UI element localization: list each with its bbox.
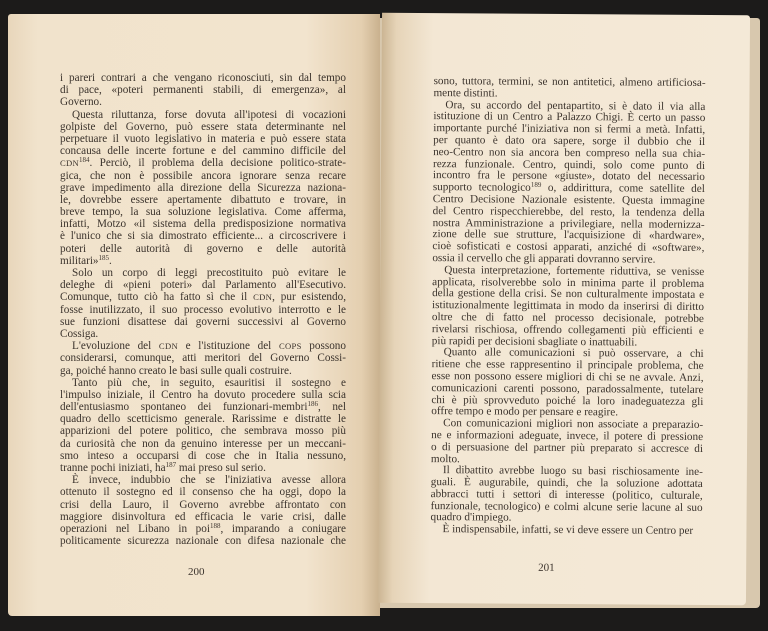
text-run: cioè sofisticati e costosi apparati, anziché di «software»,	[432, 240, 705, 255]
text-run: apparizioni del potere politico, che sembrava mosso più	[60, 425, 346, 438]
footnote-ref: 186	[307, 400, 318, 409]
text-run: militari»	[60, 254, 99, 267]
text-line	[60, 535, 346, 547]
text-run: applicata, risolverebbe solo in minima parte il problema	[432, 275, 705, 290]
text-run: più rapidi per decisioni sbagliate o inattuabili.	[431, 334, 638, 349]
text-line	[60, 182, 346, 194]
text-run: rivelarsi rischiosa, offrendo collegamenti più efficienti e	[431, 322, 704, 337]
text-run: per quanto è dato ora sapere, sorge il dubbio che il	[433, 134, 706, 148]
text-run: offre tempo e modo per pensare e reagire.	[431, 405, 619, 419]
book-page-left	[8, 14, 380, 616]
text-run: Il dibattito avrebbe luogo su basi rischiosamente ine-	[442, 464, 703, 479]
text-run: l'impulso iniziale, il Centro ha dovuto procedere sulla scia	[60, 388, 346, 401]
text-run: neo-Centro non sia ancora ben compreso nella sua chia-	[433, 145, 706, 160]
footnote-ref: 189	[530, 180, 542, 190]
text-run: sue funzioni disattese dai governi successivi al Governo	[60, 315, 346, 328]
text-run: incontro fra le persone «giuste», dotato del necessario	[432, 169, 705, 184]
book-page-right	[378, 13, 750, 606]
text-run: Centro Decisione Nazionale esistente. Questa immagine	[432, 193, 705, 207]
text-line	[60, 206, 346, 218]
text-line	[60, 450, 346, 462]
text-run: abbracci tutti i settori di interesse (politico, culturale,	[430, 487, 703, 502]
text-run: crisi della Lauro, il Governo avrebbe affrontato con	[60, 498, 346, 511]
page-number: 201	[538, 561, 555, 574]
text-run: nostra Amministrazione a privilegiare, nella modernizza-	[432, 216, 705, 231]
text-run: mai preso sul serio.	[176, 462, 266, 474]
text-run: supporto tecnologico	[432, 181, 531, 194]
text-run: e l'istituzione del	[177, 340, 279, 353]
text-line	[60, 96, 346, 108]
text-line	[60, 413, 346, 425]
text-line	[60, 170, 346, 182]
text-line	[60, 121, 346, 133]
text-line	[60, 328, 346, 340]
text-run: quadro d'impiego.	[430, 511, 512, 525]
text-run: le, dovrebbe essere apertamente dibattuto e trovare, in	[60, 193, 346, 206]
page-text	[60, 72, 346, 547]
text-run: funzionale, tecnologico) e colmi alcune serie lacune al suo	[430, 499, 703, 514]
text-run: della gestione della crisi. Se non culturalmente impostata e	[432, 287, 705, 302]
text-run: grave impedimento alla direzione della Sicurezza naziona-	[60, 181, 346, 194]
text-line	[60, 84, 346, 96]
text-run: . Perciò, il problema della decisione politico-strate-	[89, 157, 346, 170]
text-run: L'evoluzione del	[72, 340, 159, 353]
page-number: 200	[188, 566, 205, 578]
text-run: Comunque, tutto ciò ha fatto sì che il	[60, 291, 254, 304]
text-run: Solo un corpo di leggi precostituito può evitare le	[72, 267, 346, 279]
text-line	[60, 255, 346, 267]
text-run: dell'entusiasmo spontaneo dei funzionari-membri	[60, 401, 308, 414]
text-run: guali. È augurabile, quindi, che la soluzione adottata	[430, 476, 703, 491]
text-line	[60, 474, 346, 486]
acronym: CDN	[253, 292, 273, 303]
text-run: quadro dello scetticismo generale. Rarissime e distratte le	[60, 413, 346, 426]
text-run: di pace, «poteri permanenti stabili, di emergenza», al	[60, 84, 346, 97]
text-run: ossia il cervello che gli apparati dovranno servire.	[432, 252, 656, 266]
text-line	[60, 230, 346, 242]
text-run: gica, che non è possibile ancora ignorare senza recare	[60, 169, 346, 182]
text-run: esse non possono essere migliori di chi se ne avvale. Anzi,	[431, 369, 704, 384]
text-line	[60, 365, 346, 377]
text-line	[60, 511, 346, 523]
text-run: ga, poiché hanno creato le basi sulle quali costruire.	[60, 364, 292, 377]
text-run: del Centro rispecchierebbe, del resto, la tendenza della	[432, 204, 705, 219]
text-run: Tanto più che, in seguito, esauritisi il sostegno e	[72, 376, 346, 389]
text-run: possono	[301, 340, 346, 353]
text-run: Questa interpretazione, fortemente riduttiva, se venisse	[444, 263, 705, 278]
acronym: COPS	[278, 341, 302, 352]
text-line	[60, 72, 346, 84]
text-line	[60, 352, 346, 364]
text-run: smo inteso a occuparsi di cose che in Italia nessuno,	[60, 449, 346, 462]
text-run: è l'unico che si sia dimostrato efficiente... a circoscrivere i	[60, 230, 346, 243]
text-line	[60, 462, 346, 474]
text-line	[60, 316, 346, 328]
text-line	[430, 524, 702, 538]
text-run: zione delle sue strutture, l'acquisizione di «hardware»,	[432, 228, 705, 243]
text-run: infatti, Motzo «il sistema della predisposizione normativa	[60, 218, 346, 231]
text-run: politicamente sicurezza nazionale con difesa nazionale che	[60, 535, 346, 548]
text-run: deleghe di «pieni poteri» dal Parlamento all'Esecutivo.	[60, 279, 346, 292]
text-run: istituzionalmente legittimata in modo da inserirsi di diritto	[431, 299, 705, 314]
text-run: molto.	[430, 452, 460, 465]
text-run: concausa delle incerte fortune e del cammino difficile del	[60, 145, 346, 158]
text-line	[60, 291, 346, 303]
text-line	[60, 425, 346, 437]
text-line	[60, 267, 346, 279]
text-run: considerarsi, comunque, atti meritori del Governo Cossi-	[60, 352, 346, 365]
text-run: rezza funzionale. Centro, quindi, solo come punto di	[432, 157, 706, 172]
text-run: È indispensabile, infatti, se vi deve essere un Centro per	[442, 523, 694, 538]
text-run: Ora, su accordo del pentapartito, si è dato il via alla	[445, 98, 706, 113]
text-line	[431, 442, 703, 456]
text-run: istituzione di un Centro a Palazzo Chigi. È certo un passo	[433, 110, 706, 125]
text-run: operazioni nel Libano in poi	[60, 522, 210, 535]
text-run: È invece, indubbio che se l'iniziativa avesse allora	[72, 474, 346, 487]
text-run: o, addirittura, come satellite del	[541, 182, 705, 196]
text-run: fosse inutilizzato, il suo processo evolutivo interrotto e le	[60, 303, 346, 316]
text-run: mente distinti.	[433, 86, 498, 100]
text-run: Quanto alle comunicazioni si può osservare, a chi	[443, 346, 704, 361]
text-line	[60, 279, 346, 291]
text-line	[60, 340, 346, 352]
text-run: maggiore disinvoltura ed efficacia le varie crisi, dalle	[60, 510, 346, 523]
text-run: tranne pochi iniziati, ha	[60, 462, 166, 474]
text-line	[60, 438, 346, 450]
text-line	[60, 486, 346, 498]
text-line	[60, 523, 346, 535]
text-run: , nel	[317, 401, 346, 414]
footnote-ref: 185	[98, 253, 110, 262]
text-run: Con comunicazioni migliori non associate a preparazio-	[443, 417, 704, 432]
text-line	[60, 304, 346, 316]
text-run: ritiene che esse rappresentino il principale problema, che	[431, 358, 704, 373]
text-line	[60, 133, 346, 145]
text-line	[60, 157, 346, 169]
text-line	[60, 377, 346, 389]
text-run: comunicazioni carenti possono, paradossalmente, tutelare	[431, 381, 704, 396]
text-run: , imparando a coniugare	[220, 522, 346, 535]
text-line	[60, 218, 346, 230]
text-run: poteri delle autorità di governo e delle autorità	[60, 242, 346, 255]
acronym: CDN	[158, 341, 178, 352]
footnote-ref: 188	[209, 521, 221, 530]
text-line	[60, 109, 346, 121]
text-run: importante purché l'iniziativa non si fermi a metà. Infatti,	[433, 122, 706, 137]
text-line	[60, 145, 346, 157]
footnote-ref: 187	[165, 461, 177, 469]
text-run: i pareri contrari a che vengano riconosciuti, sin dal tempo	[60, 72, 346, 84]
text-line	[60, 389, 346, 401]
text-run: breve tempo, la sua soluzione legislativa. Come afferma,	[60, 206, 346, 219]
text-run: Governo.	[60, 96, 102, 109]
text-run: o di persuasione del partner più preparato si accresce di	[430, 440, 704, 455]
text-run: da curiosità che non da genuino interesse per un meccani-	[60, 437, 346, 450]
text-run: , pur esistendo,	[272, 291, 346, 304]
text-run: ottenuto il sostegno ed il consenso che ha oggi, dopo la	[60, 486, 346, 499]
text-line	[60, 499, 346, 511]
footnote-ref: 184	[79, 156, 90, 165]
text-line	[60, 401, 346, 413]
acronym: CDN	[60, 158, 80, 169]
page-text	[430, 76, 705, 538]
text-run: ne e informazioni adeguate, invece, il potere di pressione	[431, 428, 704, 443]
text-run: sono, tuttora, termini, se non antitetici, almeno artificiosa-	[433, 75, 706, 89]
text-run: oltre che di fatto nel processo decisionale, potrebbe	[431, 311, 704, 325]
text-run: .	[109, 254, 112, 267]
text-line	[60, 194, 346, 206]
text-run: chi è più sprovveduto poiché la loro inadeguatezza gli	[431, 393, 704, 408]
text-run: Questa riluttanza, forse dovuta all'ipotesi di vocazioni	[72, 108, 346, 121]
text-run: perpetuare il vuoto legislativo in materia e può essere stata	[60, 132, 346, 145]
text-run: golpiste del Governo, può essere stata determinante nel	[60, 120, 346, 133]
text-run: Cossiga.	[60, 327, 99, 340]
